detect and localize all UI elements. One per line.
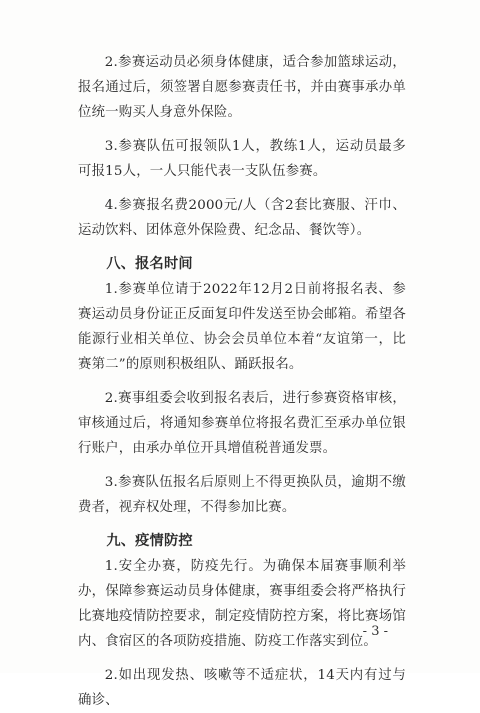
page-number: - 3 - [362,624,388,639]
paragraph-roster-change: 3.参赛队伍报名后原则上不得更换队员，逾期不缴费者，视弃权处理，不得参加比赛。 [78,475,406,515]
paragraph-team-size: 3.参赛队伍可报领队1人，教练1人，运动员最多可报15人，一人只能代表一支队伍参赛。 [78,139,406,179]
document-body [78,50,406,713]
section-heading-epidemic-prevention: 九、疫情防控 [106,533,193,549]
section-heading-registration-time: 八、报名时间 [106,256,193,272]
paragraph-registration-deadline: 1.参赛单位请于2022年12月2日前将报名表、参赛运动员身份证正反面复印件发送至协会邮箱。希望各能源行业相关单位、协会会员单位本着“友谊第一，比赛第二”的原则积极组队、踊跃报名。 [78,282,406,372]
paragraph-qualification-review: 2.赛事组委会收到报名表后，进行参赛资格审核，审核通过后，将通知参赛单位将报名费汇至承办单位银行账户，由承办单位开具增值税普通发票。 [78,391,406,456]
paragraph-athlete-health: 2.参赛运动员必须身体健康，适合参加篮球运动，报名通过后，须签署自愿参赛责任书，并由赛事承办单位统一购买人身意外保险。 [78,55,406,120]
paragraph-symptoms: 2.如出现发热、咳嗽等不适症状，14天内有过与确诊、 [78,668,406,708]
paragraph-registration-fee: 4.参赛报名费2000元/人（含2套比赛服、汗巾、运动饮料、团体意外保险费、纪念品、餐饮等）。 [78,198,406,238]
paragraph-safety-first: 1.安全办赛，防疫先行。为确保本届赛事顺利举办，保障参赛运动员身体健康，赛事组委会将严格执行比赛地疫情防控要求，制定疫情防控方案，将比赛场馆内、食宿区的各项防疫措施、防疫工作落实到位。 [78,559,406,649]
